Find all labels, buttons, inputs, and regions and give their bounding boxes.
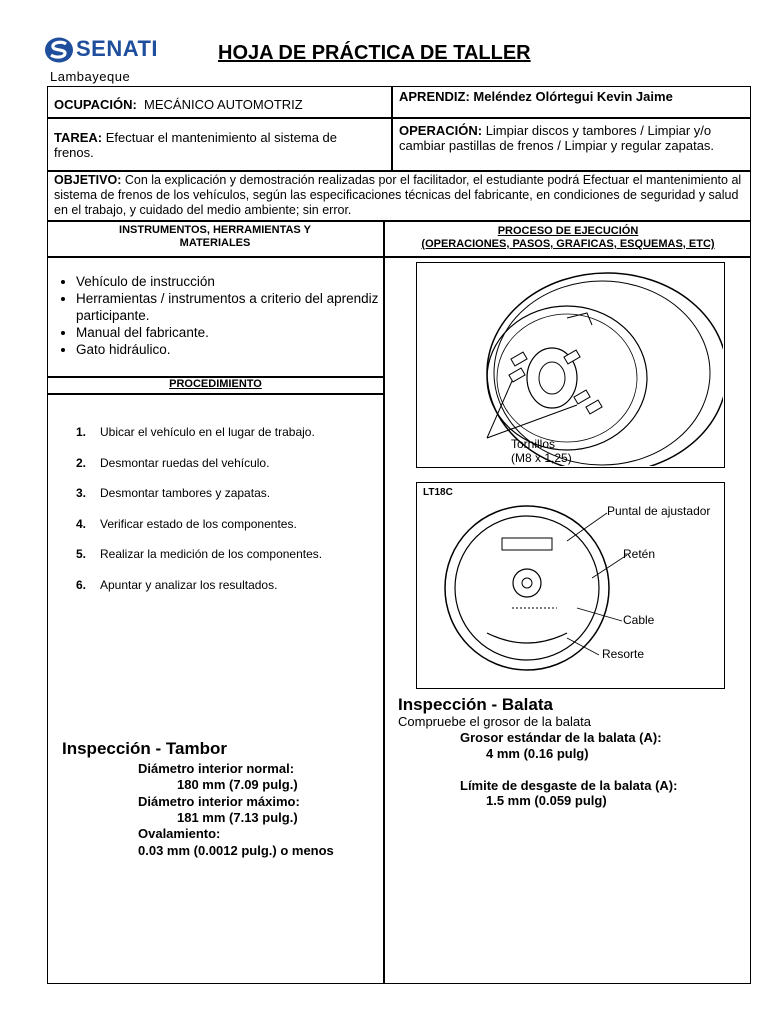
balata-line: Grosor estándar de la balata (A): (460, 730, 662, 745)
tambor-line: 180 mm (7.09 pulg.) (177, 777, 298, 792)
balata-line: 4 mm (0.16 pulg) (486, 746, 589, 761)
tambor-title: Inspección - Tambor (62, 739, 227, 758)
logo-text: SENATI (76, 36, 159, 61)
balata-sub: Compruebe el grosor de la balata (398, 714, 591, 729)
tambor-line: Diámetro interior normal: (138, 761, 295, 776)
operacion-cell: OPERACIÓN: Limpiar discos y tambores / Limpiar y/o cambiar pastillas de frenos / Limpiar y regular zapatas. (399, 123, 715, 153)
list-item: 6. Apuntar y analizar los resultados. (76, 577, 278, 592)
list-item: • Herramientas / instrumentos a criterio del aprendiz participante. (76, 290, 396, 324)
materiales-list (48, 273, 396, 358)
senati-logo-icon (44, 36, 74, 64)
aprendiz-cell: APRENDIZ: Meléndez Olórtegui Kevin Jaime (399, 89, 673, 104)
fig2-label: Resorte (602, 647, 645, 661)
balata-line: 1.5 mm (0.059 pulg) (486, 793, 607, 808)
list-item: • Manual del fabricante. (76, 324, 396, 341)
list-item: 3. Desmontar tambores y zapatas. (76, 486, 271, 500)
region-label: Lambayeque (50, 69, 131, 84)
objetivo-cell: OBJETIVO: Con la explicación y demostración realizadas por el facilitador, el estudiante podrá Efectuar el mantenimiento al sistema de frenos de los vehículos, según las especificaciones técnicas del fabricante, en condiciones de seguridad y salud en el trabajo, y cuidado del medio ambiente; sin error. (54, 173, 742, 217)
fig2-label: Cable (623, 613, 655, 627)
proceso-header: PROCESO DE EJECUCIÓN (OPERACIONES, PASOS, GRAFICAS, ESQUEMAS, ETC) (421, 225, 715, 250)
tambor-line: 181 mm (7.13 pulg.) (177, 810, 298, 825)
figure-brake-drum (416, 262, 725, 468)
tarea-cell: TAREA: Efectuar el mantenimiento al sistema de frenos. (54, 130, 337, 160)
tambor-line: Diámetro interior máximo: (138, 794, 300, 809)
procedimiento-list (76, 425, 376, 608)
list-item: 5. Realizar la medición de los componentes. (76, 547, 323, 561)
list-item: 4. Verificar estado de los componentes. (76, 516, 297, 531)
list-item: 1. Ubicar el vehículo en el lugar de trabajo. (76, 425, 315, 439)
page-title: HOJA DE PRÁCTICA DE TALLER (218, 42, 531, 64)
procedimiento-header: PROCEDIMIENTO (169, 378, 262, 390)
balata-line: Límite de desgaste de la balata (A): (460, 778, 678, 793)
list-item: • Vehículo de instrucción (76, 273, 396, 290)
fig1-label-tornillos: Tornillos (511, 437, 556, 451)
list-item: • Gato hidráulico. (76, 341, 396, 358)
brake-drum-icon (417, 263, 723, 466)
list-item: 2. Desmontar ruedas del vehículo. (76, 455, 270, 470)
fig2-label: Retén (623, 547, 656, 561)
fig2-code: LT18C (423, 487, 453, 498)
tambor-line: 0.03 mm (0.0012 pulg.) o menos (138, 843, 334, 858)
figure-brake-shoes (416, 482, 725, 689)
instrumentos-header: INSTRUMENTOS, HERRAMIENTAS Y MATERIALES (119, 224, 311, 249)
fig1-label-size: (M8 x 1,25) (511, 451, 572, 465)
fig2-label: Puntal de ajustador (607, 504, 711, 518)
balata-title: Inspección - Balata (398, 695, 553, 714)
tambor-line: Ovalamiento: (138, 826, 221, 841)
ocupacion-cell: OCUPACIÓN: MECÁNICO AUTOMOTRIZ (54, 97, 303, 112)
